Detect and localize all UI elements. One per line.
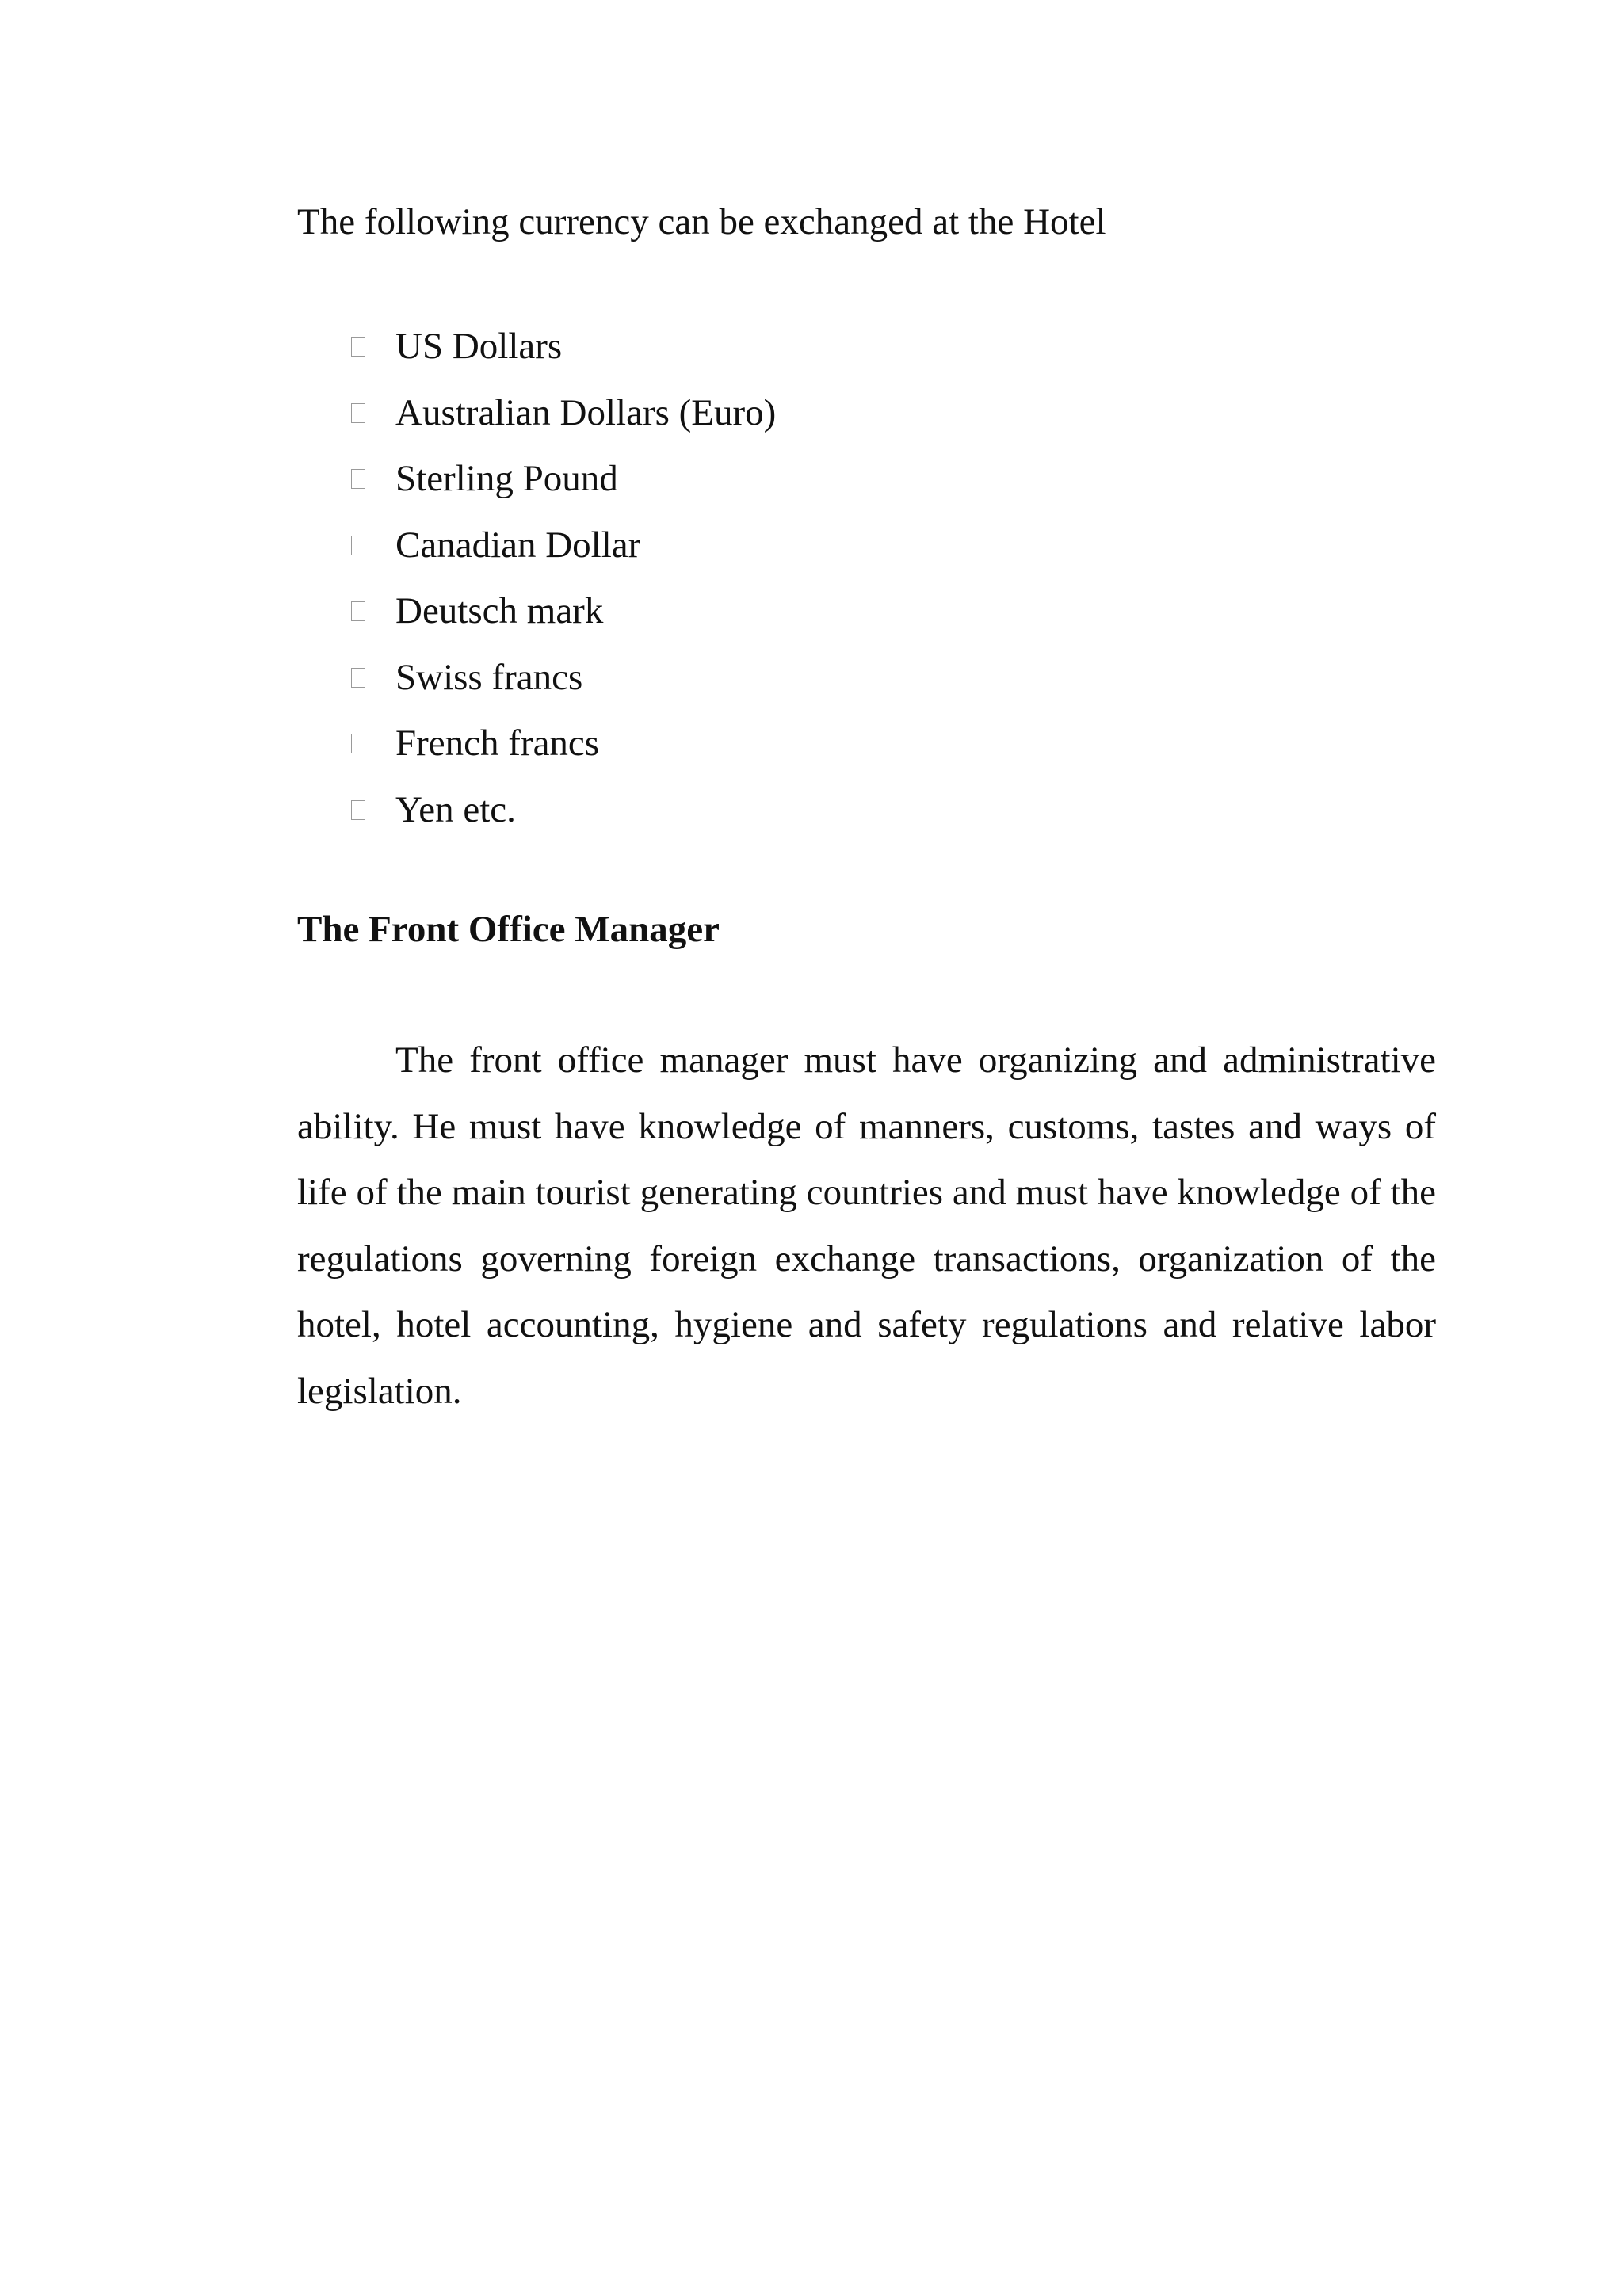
square-bullet-icon bbox=[351, 536, 365, 555]
list-item bbox=[0, 718, 1109, 784]
list-item bbox=[0, 520, 1109, 586]
currency-label: US Dollars bbox=[395, 326, 563, 367]
currency-label: Sterling Pound bbox=[395, 458, 618, 499]
list-item bbox=[0, 387, 1109, 454]
square-bullet-icon bbox=[351, 403, 365, 423]
currency-label: Yen etc. bbox=[395, 788, 516, 830]
square-bullet-icon bbox=[351, 469, 365, 489]
square-bullet-icon bbox=[351, 337, 365, 357]
list-item bbox=[0, 585, 1109, 652]
currency-label: French francs bbox=[395, 723, 600, 764]
square-bullet-icon bbox=[351, 601, 365, 621]
intro-text: The following currency can be exchanged at the Hotel bbox=[297, 201, 1106, 242]
square-bullet-icon bbox=[351, 668, 365, 688]
currency-label: Canadian Dollar bbox=[395, 524, 641, 566]
square-bullet-icon bbox=[351, 800, 365, 820]
list-item bbox=[0, 321, 1109, 387]
currency-label: Swiss francs bbox=[395, 656, 583, 698]
list-item bbox=[0, 652, 1109, 719]
body-paragraph: The front office manager must have organizing and administrative ability. He must have knowledge of manners, customs, tastes and ways of life of the main tourist generating countries and must have knowledge of the regulations governing foreign exchange transactions, organization of the hotel, hotel accounting, hygiene and safety regulations and relative labor legislation. bbox=[297, 1039, 1436, 1412]
currency-label: Australian Dollars (Euro) bbox=[395, 391, 777, 433]
list-item bbox=[0, 784, 1109, 851]
currency-label: Deutsch mark bbox=[395, 590, 604, 631]
list-item bbox=[0, 453, 1109, 520]
currency-list bbox=[0, 321, 1109, 850]
square-bullet-icon bbox=[351, 734, 365, 753]
section-heading: The Front Office Manager bbox=[297, 909, 720, 950]
